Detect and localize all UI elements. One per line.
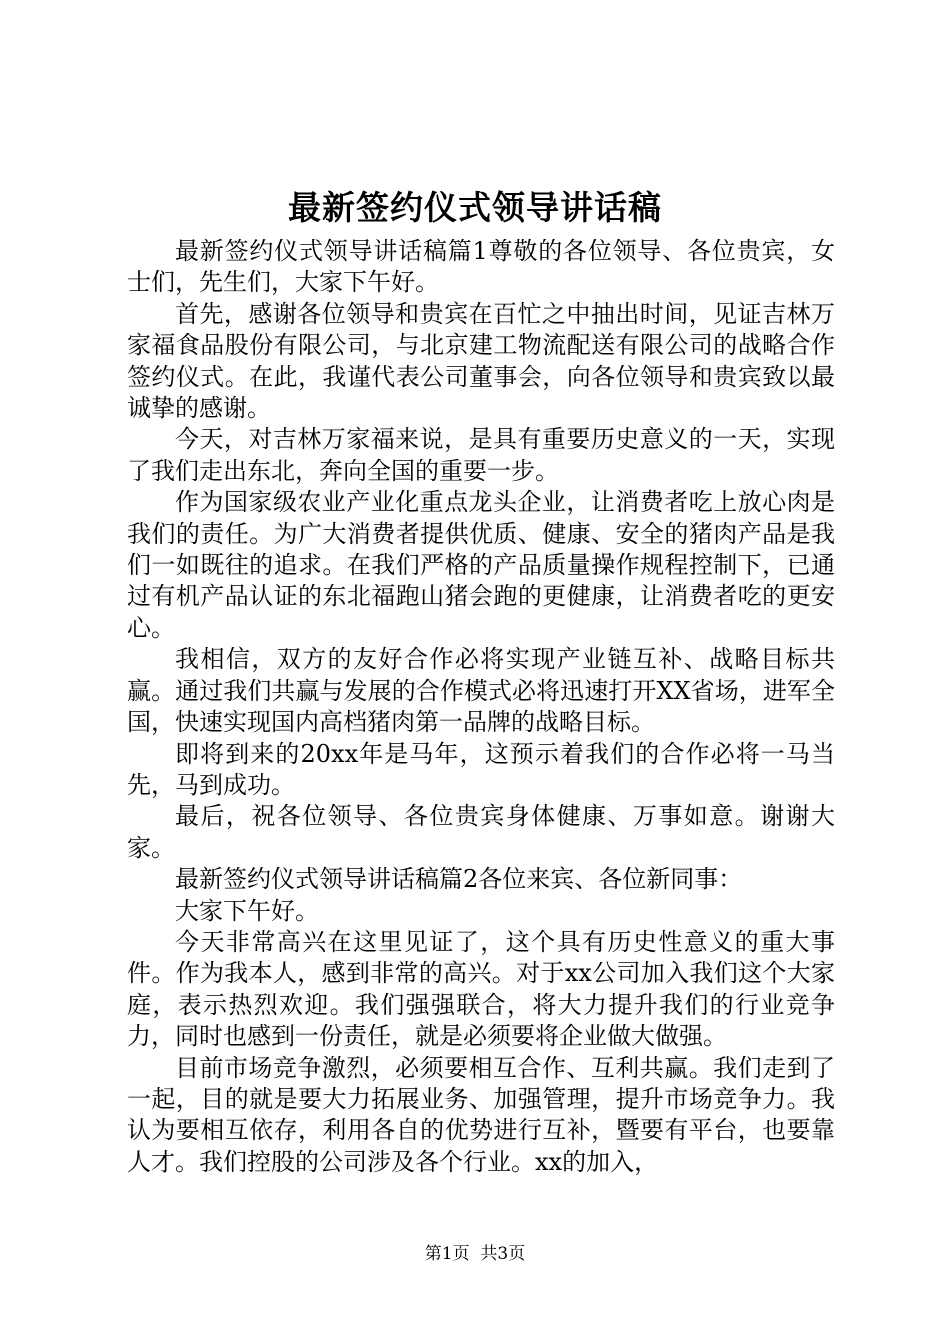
document-body (127, 236, 835, 1178)
paragraph: 首先，感谢各位领导和贵宾在百忙之中抽出时间，见证吉林万家福食品股份有限公司，与北京建工物流配送有限公司的战略合作签约仪式。在此，我谨代表公司董事会，向各位领导和贵宾致以最诚挚的感谢。 (127, 299, 835, 423)
page-number-label: 第1页 共3页 (424, 1244, 526, 1264)
paragraph: 今天，对吉林万家福来说，是具有重要历史意义的一天，实现了我们走出东北，奔向全国的重要一步。 (127, 425, 835, 485)
paragraph: 即将到来的20xx年是马年，这预示着我们的合作必将一马当先，马到成功。 (127, 739, 835, 799)
paragraph: 最新签约仪式领导讲话稿篇1尊敬的各位领导、各位贵宾，女士们，先生们，大家下午好。 (127, 237, 835, 297)
paragraph: 我相信，双方的友好合作必将实现产业链互补、战略目标共赢。通过我们共赢与发展的合作模式必将迅速打开XX省场，进军全国，快速实现国内高档猪肉第一品牌的战略目标。 (127, 645, 835, 737)
paragraph: 最后，祝各位领导、各位贵宾身体健康、万事如意。谢谢大家。 (127, 802, 835, 862)
page-footer (0, 1242, 950, 1266)
paragraph: 目前市场竞争激烈，必须要相互合作、互利共赢。我们走到了一起，目的就是要大力拓展业务、加强管理，提升市场竞争力。我认为要相互依存，利用各自的优势进行互补，暨要有平台，也要靠人才。我们控股的公司涉及各个行业。xx的加入， (127, 1053, 835, 1176)
paragraph: 作为国家级农业产业化重点龙头企业，让消费者吃上放心肉是我们的责任。为广大消费者提供优质、健康、安全的猪肉产品是我们一如既往的追求。在我们严格的产品质量操作规程控制下，已通过有机产品认证的东北福跑山猪会跑的更健康，让消费者吃的更安心。 (127, 488, 835, 642)
paragraph: 最新签约仪式领导讲话稿篇2各位来宾、各位新同事： (175, 865, 743, 894)
paragraph: 今天非常高兴在这里见证了，这个具有历史性意义的重大事件。作为我本人，感到非常的高兴。对于xx公司加入我们这个大家庭，表示热烈欢迎。我们强强联合，将大力提升我们的行业竞争力，同时也感到一份责任，就是必须要将企业做大做强。 (127, 927, 835, 1051)
paragraph: 大家下午好。 (175, 896, 319, 925)
document-title: 最新签约仪式领导讲话稿 (288, 188, 662, 227)
